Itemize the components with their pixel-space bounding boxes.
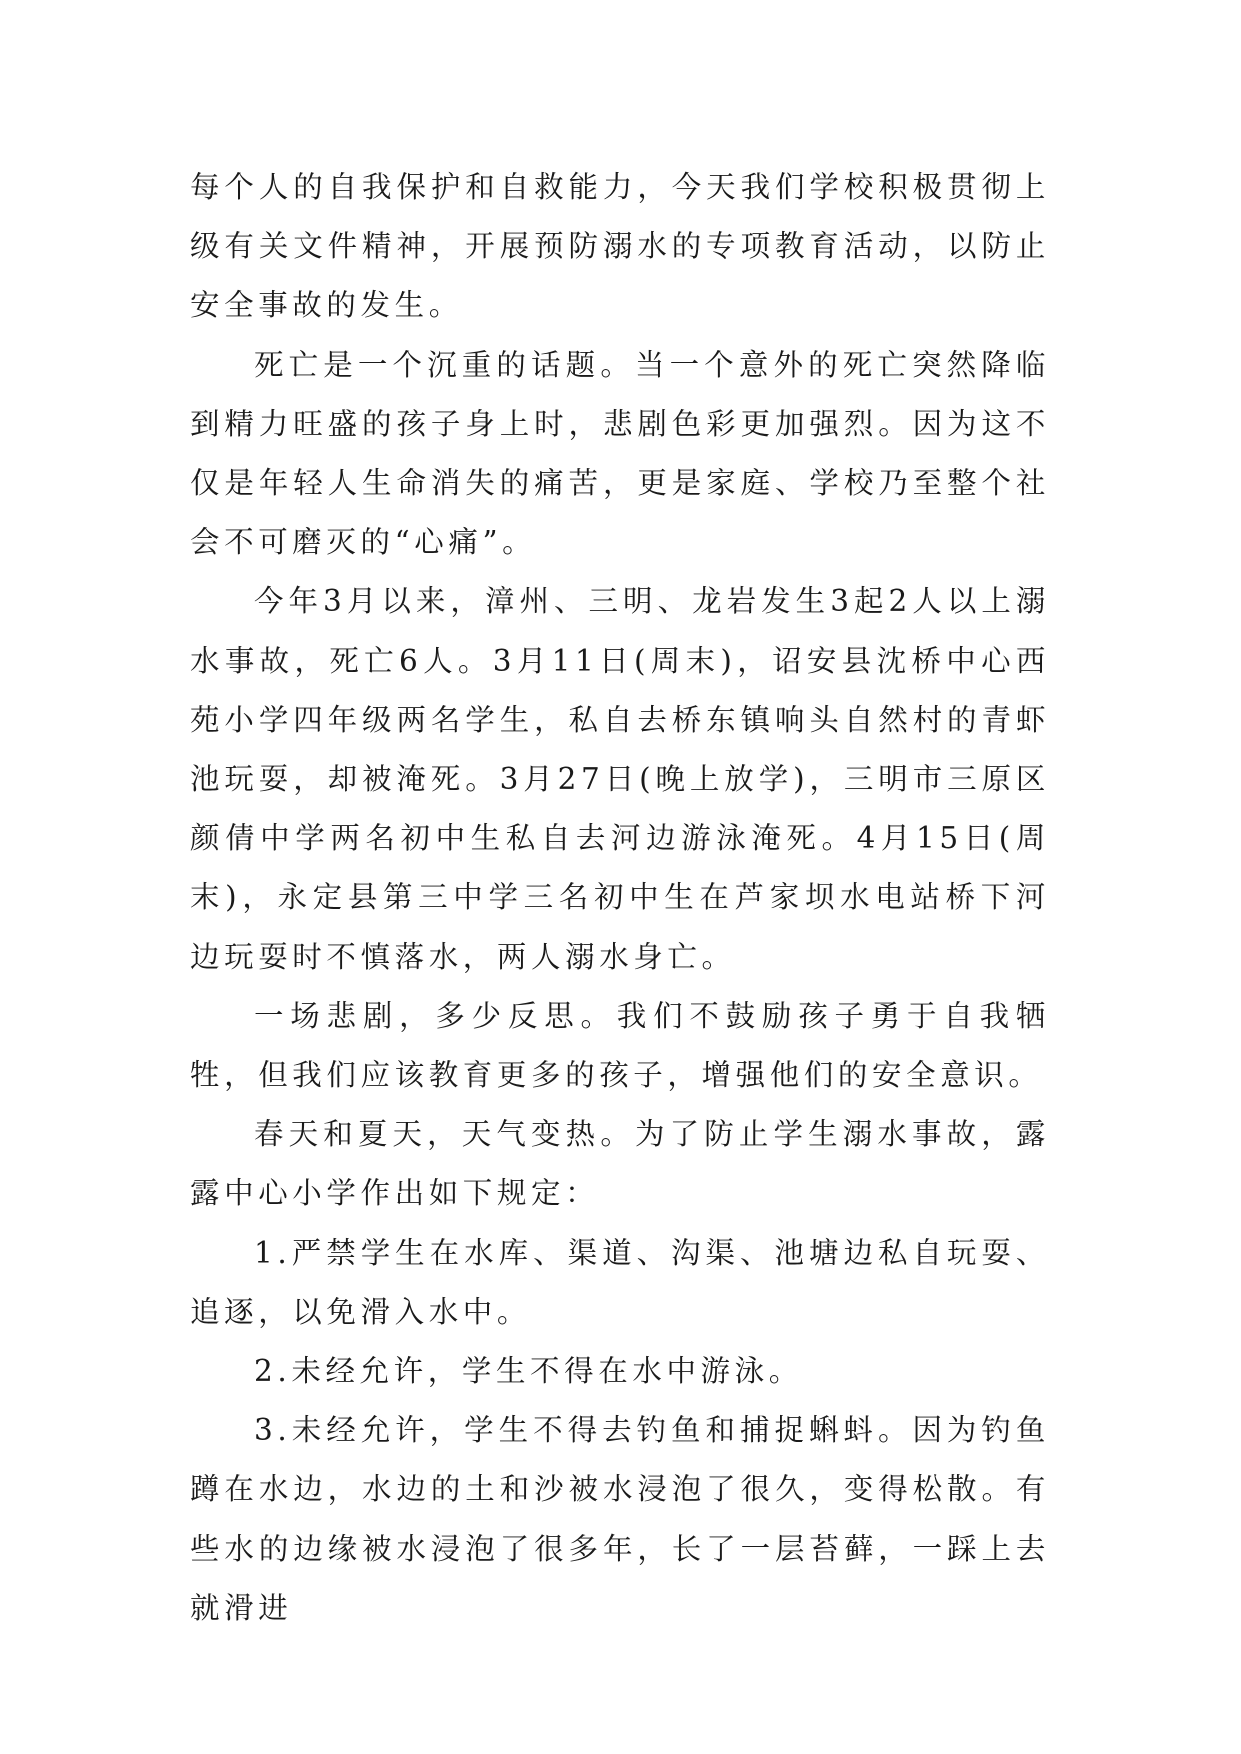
paragraph-accident-report: 今年3月以来，漳州、三明、龙岩发生3起2人以上溺水事故，死亡6人。3月11日(周末)，诏安县沈桥中心西苑小学四年级两名学生，私自去桥东镇响头自然村的青虾池玩耍，却被淹死。3月27日(晚上放学)，三明市三原区颜倩中学两名初中生私自去河边游泳淹死。4月15日(周末)，永定县第三中学三名初中生在芦家坝水电站桥下河边玩耍时不慎落水，两人溺水身亡。 bbox=[190, 584, 1050, 974]
paragraph-regulations-intro: 春天和夏天，天气变热。为了防止学生溺水事故，露露中心小学作出如下规定： bbox=[190, 1117, 1050, 1211]
paragraph-reflection: 一场悲剧，多少反思。我们不鼓励孩子勇于自我牺牲，但我们应该教育更多的孩子，增强他们的安全意识。 bbox=[190, 998, 1050, 1093]
regulation-item-3: 3.未经允许，学生不得去钓鱼和捕捉蝌蚪。因为钓鱼蹲在水边，水边的土和沙被水浸泡了很久，变得松散。有些水的边缘被水浸泡了很多年，长了一层苔藓，一踩上去就滑进 bbox=[190, 1413, 1050, 1625]
regulation-item-1: 1.严禁学生在水库、渠道、沟渠、池塘边私自玩耍、追逐，以免滑入水中。 bbox=[190, 1235, 1050, 1329]
document-body bbox=[190, 158, 1050, 1638]
paragraph-death-topic: 死亡是一个沉重的话题。当一个意外的死亡突然降临到精力旺盛的孩子身上时，悲剧色彩更加强烈。因为这不仅是年轻人生命消失的痛苦，更是家庭、学校乃至整个社会不可磨灭的“心痛”。 bbox=[190, 347, 1050, 560]
regulation-item-2: 2.未经允许，学生不得在水中游泳。 bbox=[254, 1354, 803, 1389]
paragraph-continuation: 每个人的自我保护和自救能力，今天我们学校积极贯彻上级有关文件精神，开展预防溺水的专项教育活动，以防止安全事故的发生。 bbox=[190, 170, 1050, 323]
